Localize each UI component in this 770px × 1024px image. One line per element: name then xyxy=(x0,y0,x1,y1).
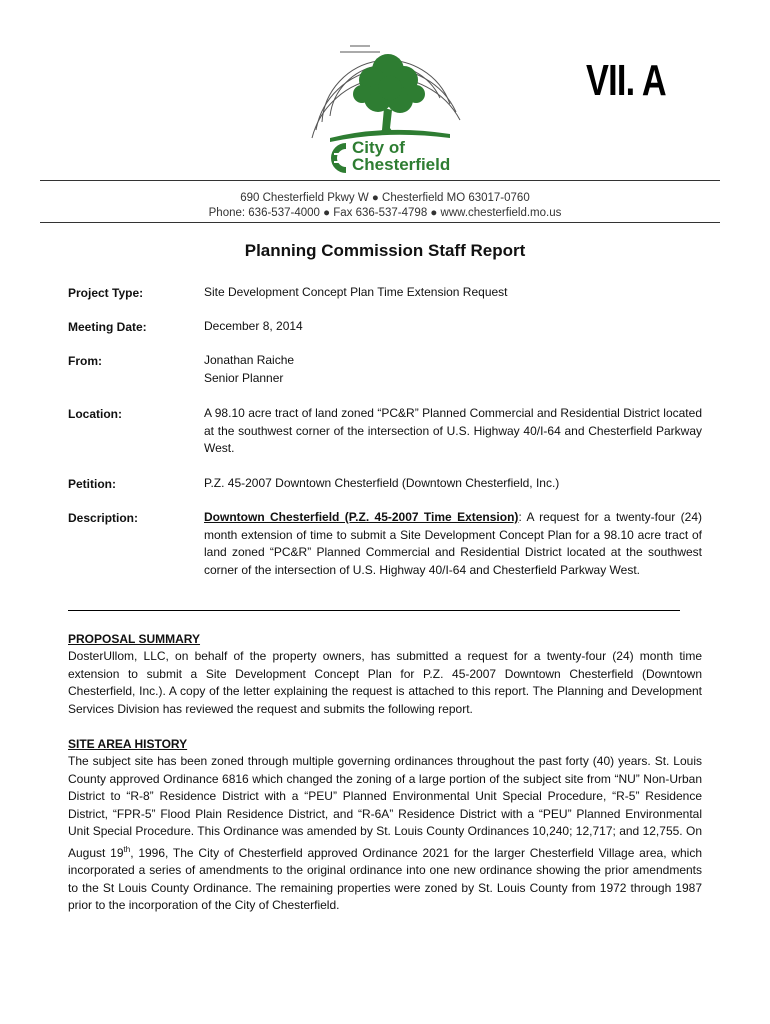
site-area-history-heading: SITE AREA HISTORY xyxy=(68,737,188,751)
description-label: Description: xyxy=(68,511,139,525)
city-logo xyxy=(300,38,470,180)
history-superscript: th xyxy=(123,844,131,854)
from-title: Senior Planner xyxy=(204,370,284,385)
site-area-history-body xyxy=(68,753,702,915)
header-divider xyxy=(40,180,720,181)
description-text: : A request for a twenty-four (24) month extension of time to submit a Site Development Concept Plan for a 98.10 acre tract of land zoned “PC&R” Planned Commercial and Residential District located at the southwest corner of the intersection of U.S. Highway 40/I-64 and Chesterfield Parkway West. xyxy=(204,510,703,577)
meeting-date-value: December 8, 2014 xyxy=(204,319,303,333)
from-name: Jonathan Raiche xyxy=(204,353,295,367)
contact-line: Phone: 636-537-4000 ● Fax 636-537-4798 ● www.chesterfield.mo.us xyxy=(208,207,562,219)
from-value xyxy=(204,352,702,387)
description-value xyxy=(204,509,702,579)
section-marker: VII. A xyxy=(586,56,666,105)
project-type-value: Site Development Concept Plan Time Extension Request xyxy=(204,285,508,299)
header-divider-bottom xyxy=(40,222,720,223)
from-label: From: xyxy=(68,354,102,368)
meeting-date-label: Meeting Date: xyxy=(68,320,147,334)
description-heading: Downtown Chesterfield (P.Z. 45-2007 Time Extension) xyxy=(204,510,519,524)
project-type-label: Project Type: xyxy=(68,286,144,300)
section-divider xyxy=(68,610,680,611)
page-title: Planning Commission Staff Report xyxy=(244,241,526,260)
proposal-summary-body: DosterUllom, LLC, on behalf of the property owners, has submitted a request for a twenty-four (24) month time extension to submit a Site Development Concept Plan for P.Z. 45-2007 Downtown Chesterfield (Downtown Chesterfield, Inc.). A copy of the letter explaining the request is attached to this report. The Planning and Development Services Division has reviewed the request and submits the following report. xyxy=(68,649,702,716)
location-value: A 98.10 acre tract of land zoned “PC&R” Planned Commercial and Residential District located at the southwest corner of the intersection of U.S. Highway 40/I-64 and Chesterfield Parkway West. xyxy=(204,406,702,455)
history-text-2: , 1996, The City of Chesterfield approved Ordinance 2021 for the larger Chesterfield Village area, which incorporated a series of amendments to the original ordinance into one new ordinance showing the prior amendments to the St Louis County Ordinance. The remaining properties were zoned by St. Louis County from 1972 through 1987 prior to the incorporation of the City of Chesterfield. xyxy=(68,845,703,912)
petition-label: Petition: xyxy=(68,477,116,491)
logo-line-2: Chesterfield xyxy=(352,155,451,174)
petition-value: P.Z. 45-2007 Downtown Chesterfield (Downtown Chesterfield, Inc.) xyxy=(204,476,560,490)
logo-line-1: City of xyxy=(352,138,405,157)
address-line: 690 Chesterfield Pkwy W ● Chesterfield MO 63017-0760 xyxy=(240,192,530,204)
proposal-summary-heading: PROPOSAL SUMMARY xyxy=(68,632,201,646)
logo-wordmark xyxy=(352,139,450,173)
location-label: Location: xyxy=(68,407,122,421)
history-text-1: The subject site has been zoned through multiple governing ordinances throughout the past forty (40) years. St. Louis County approved Ordinance 6816 which changed the zoning of a large portion of the subject site from “NU” Non-Urban District to “R-8” Residence District with a “PEU” Planned Environmental Unit Special Procedure, “R-5” Residence District, “FPR-5” Flood Plain Residence District, and “R-6A” Residence District with a “PEU” Planned Environmental Unit Special Procedure. This Ordinance was amended by St. Louis County Ordinances 10,240; 12,717; and 12,755. On August 19 xyxy=(68,754,702,860)
